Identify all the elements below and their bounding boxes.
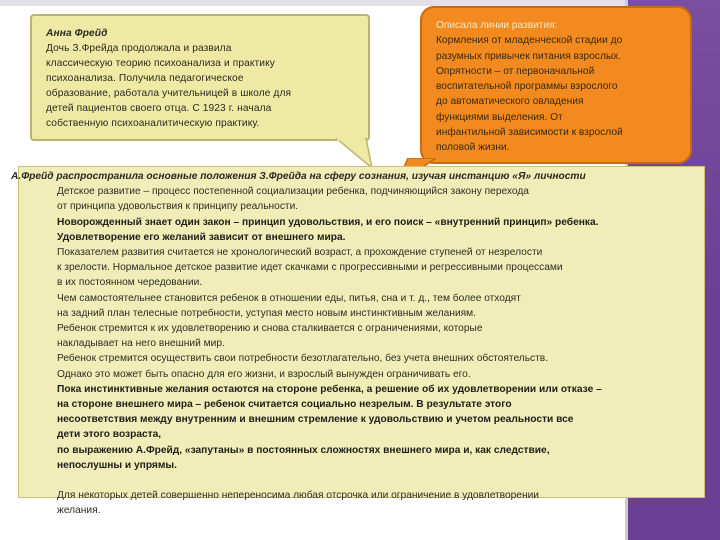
main-text-box [11, 166, 705, 517]
callout-line: образование, работала учительницей в школе для [46, 88, 292, 99]
main-line: Однако это может быть опасно для его жизни, и взрослый вынужден ограничивать его. [57, 368, 471, 380]
callout-title: Анна Фрейд [46, 28, 108, 39]
main-lead: А.Фрейд распространила основные положения З.Фрейда на сферу сознания, изучая инстанцию «Я» личности [11, 171, 586, 182]
callout-line: Опрятности – от первоначальной [436, 65, 595, 77]
callout-line: Кормления от младенческой стадии до [436, 35, 623, 47]
callout-line: половой жизни. [436, 142, 510, 154]
callout-line: воспитательной программы взрослого [436, 81, 618, 93]
main-line: дети этого возраста, [57, 429, 162, 441]
main-line: Ребенок стремится к их удовлетворению и снова сталкивается с ограничениями, которые [57, 323, 483, 335]
paragraph-gap [23, 473, 700, 488]
main-line: в их постоянном чередовании. [57, 277, 203, 289]
callout-line: до автоматического овладения [436, 96, 584, 108]
main-line: накладывает на него внешний мир. [57, 338, 225, 350]
main-line: Ребенок стремится осуществить свои потребности безотлагательно, без учета внешних обстоятельств. [57, 353, 549, 365]
main-line: к зрелости. Нормальное детское развитие идет скачками с прогрессивными и регрессивными процессами [57, 262, 563, 274]
main-line: Новорожденный знает один закон – принцип удовольствия, и его поиск – «внутренний принцип» ребенка. [57, 216, 599, 228]
callout-line: собственную психоаналитическую практику. [46, 118, 260, 129]
callout-line: детей пациентов своего отца. С 1923 г. начала [46, 103, 272, 114]
main-line: от принципа удовольствия к принципу реальности. [57, 201, 299, 213]
anna-freud-bio-callout [30, 14, 370, 141]
main-line: Чем самостоятельнее становится ребенок в отношении еды, питья, сна и т. д., тем более отходят [57, 292, 521, 304]
callout-line: функциями выделения. От [436, 111, 563, 123]
main-line: на задний план телесные потребности, уступая место новым инстинктивным желаниям. [57, 307, 477, 319]
main-line: Удовлетворение его желаний зависит от внешнего мира. [57, 231, 346, 243]
main-line: несоответствия между внутренним и внешним стремление к удовольствию и учетом реальности все [57, 414, 574, 426]
main-line: Пока инстинктивные желания остаются на стороне ребенка, а решение об их удовлетворении или отказе – [57, 383, 602, 395]
callout-line: Дочь З.Фрейда продолжала и развила [46, 43, 232, 54]
main-line: на стороне внешнего мира – ребенок считается социально незрелым. В результате этого [57, 399, 512, 411]
callout-line: психоанализа. Получила педагогическое [46, 73, 244, 84]
callout-pointer [332, 138, 372, 168]
main-closing-line: Для некоторых детей совершенно непереносима любая отсрочка или ограничение в удовлетворении [57, 490, 539, 502]
main-line: Детское развитие – процесс постепенной социализации ребенка, подчиняющийся закону перехода [57, 186, 529, 198]
main-closing-line: желания. [57, 505, 101, 517]
main-line: Показателем развития считается не хронологический возраст, а прохождение ступеней от незрелости [57, 247, 543, 259]
main-line: по выражению А.Фрейд, «запутаны» в постоянных сложностях внешнего мира и, как следствие, [57, 444, 550, 456]
callout-heading: Описала линии развития: [436, 20, 558, 31]
callout-line: классическую теорию психоанализа и практику [46, 58, 275, 69]
development-lines-callout [420, 6, 692, 164]
callout-line: инфантильной зависимости к взрослой [436, 127, 623, 139]
main-line: непослушны и упрямы. [57, 459, 177, 471]
callout-line: разумных привычек питания взрослых. [436, 50, 622, 62]
